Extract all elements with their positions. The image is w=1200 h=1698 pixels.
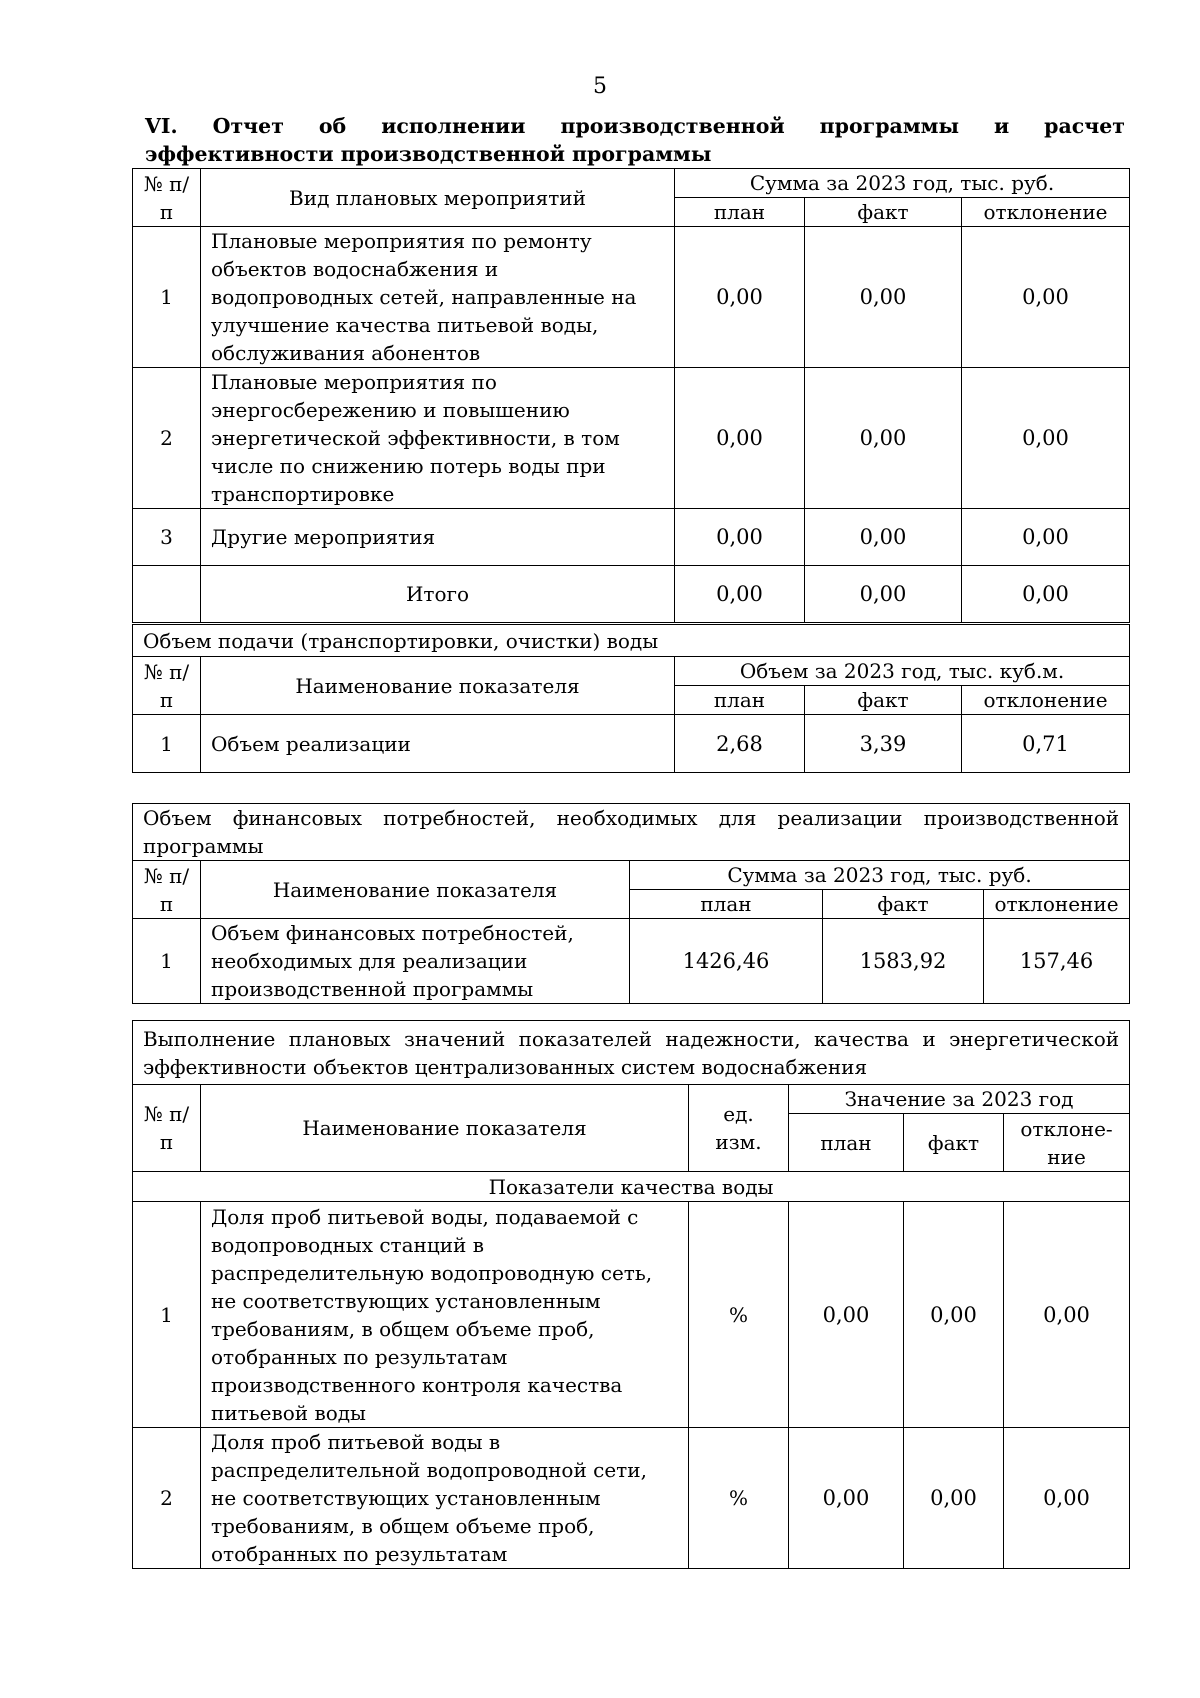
col-name-header: Наименование показателя — [201, 657, 675, 715]
planned-activities-table — [132, 168, 1130, 623]
financial-needs-caption — [133, 804, 1130, 861]
col-fact-header: факт — [805, 198, 962, 227]
row-dev: 157,46 — [984, 919, 1130, 1004]
total-plan: 0,00 — [675, 566, 805, 623]
col-group-header: Сумма за 2023 год, тыс. руб. — [630, 861, 1130, 890]
col-group-header: Сумма за 2023 год, тыс. руб. — [675, 169, 1130, 198]
total-dev: 0,00 — [962, 566, 1130, 623]
table-row — [133, 509, 1130, 566]
col-group-header: Объем за 2023 год, тыс. куб.м. — [675, 657, 1130, 686]
row-unit: % — [689, 1428, 789, 1569]
row-dev: 0,00 — [962, 227, 1130, 368]
col-fact-header: факт — [904, 1114, 1004, 1172]
water-volume-table — [132, 624, 1130, 773]
col-plan-header: план — [675, 686, 805, 715]
total-fact: 0,00 — [805, 566, 962, 623]
row-dev: 0,00 — [962, 509, 1130, 566]
table-row — [133, 1428, 1130, 1569]
total-label: Итого — [201, 566, 675, 623]
row-plan: 0,00 — [675, 509, 805, 566]
total-no — [133, 566, 201, 623]
col-dev-header: отклонение — [962, 198, 1130, 227]
row-dev: 0,00 — [1004, 1428, 1130, 1569]
col-plan-header: план — [789, 1114, 904, 1172]
row-plan: 2,68 — [675, 715, 805, 773]
row-name: Плановые мероприятия по энергосбережению и повышению энергетической эффективности, в том числе по снижению потерь воды при транспортировке — [201, 368, 675, 509]
financial-needs-caption-text: Объем финансовых потребностей, необходимых для реализации производственной программы — [143, 806, 1120, 858]
row-unit: % — [689, 1202, 789, 1428]
col-no-header: № п/п — [133, 657, 201, 715]
row-plan: 0,00 — [789, 1202, 904, 1428]
row-fact: 0,00 — [904, 1202, 1004, 1428]
col-no-header: № п/п — [133, 1085, 201, 1172]
row-name: Доля проб питьевой воды в распределительной водопроводной сети, не соответствующих установленным требованиям, в общем объеме проб, отобранных по результатам — [201, 1428, 689, 1569]
row-fact: 3,39 — [805, 715, 962, 773]
col-name-header: Вид плановых мероприятий — [201, 169, 675, 227]
col-unit-header: ед. изм. — [689, 1085, 789, 1172]
col-dev-header: отклоне-ние — [1004, 1114, 1130, 1172]
table-row — [133, 919, 1130, 1004]
row-fact: 0,00 — [805, 509, 962, 566]
row-fact: 0,00 — [805, 227, 962, 368]
row-no: 1 — [133, 1202, 201, 1428]
row-fact: 0,00 — [904, 1428, 1004, 1569]
row-no: 2 — [133, 368, 201, 509]
col-dev-header: отклонение — [962, 686, 1130, 715]
row-fact: 0,00 — [805, 368, 962, 509]
table-row — [133, 368, 1130, 509]
col-no-header: № п/п — [133, 861, 201, 919]
reliability-indicators-table — [132, 1020, 1130, 1569]
reliability-caption — [133, 1021, 1130, 1085]
col-plan-header: план — [675, 198, 805, 227]
row-dev: 0,00 — [1004, 1202, 1130, 1428]
row-no: 3 — [133, 509, 201, 566]
col-no-header: № п/п — [133, 169, 201, 227]
total-row — [133, 566, 1130, 623]
water-volume-caption: Объем подачи (транспортировки, очистки) воды — [133, 625, 1130, 657]
table-row — [133, 715, 1130, 773]
page-number: 5 — [593, 74, 607, 99]
quality-subheader: Показатели качества воды — [133, 1172, 1130, 1202]
reliability-caption-text: Выполнение плановых значений показателей надежности, качества и энергетической эффективности объектов централизованных систем водоснабжения — [143, 1026, 1120, 1079]
row-name: Другие мероприятия — [201, 509, 675, 566]
col-fact-header: факт — [805, 686, 962, 715]
col-plan-header: план — [630, 890, 823, 919]
row-plan: 1426,46 — [630, 919, 823, 1004]
row-name: Объем реализации — [201, 715, 675, 773]
col-name-header: Наименование показателя — [201, 1085, 689, 1172]
row-plan: 0,00 — [789, 1428, 904, 1569]
row-no: 1 — [133, 227, 201, 368]
table-row — [133, 227, 1130, 368]
row-name: Плановые мероприятия по ремонту объектов водоснабжения и водопроводных сетей, направленные на улучшение качества питьевой воды, обслуживания абонентов — [201, 227, 675, 368]
col-fact-header: факт — [823, 890, 984, 919]
row-name: Объем финансовых потребностей, необходимых для реализации производственной программы — [201, 919, 630, 1004]
row-dev: 0,71 — [962, 715, 1130, 773]
col-name-header: Наименование показателя — [201, 861, 630, 919]
row-fact: 1583,92 — [823, 919, 984, 1004]
row-name: Доля проб питьевой воды, подаваемой с водопроводных станций в распределительную водопроводную сеть, не соответствующих установленным требованиям, в общем объеме проб, отобранных по результатам производственного контроля качества питьевой воды — [201, 1202, 689, 1428]
row-plan: 0,00 — [675, 227, 805, 368]
section-title: VI. Отчет об исполнении производственной программы и расчет эффективности производственной программы — [145, 114, 1125, 166]
row-no: 2 — [133, 1428, 201, 1569]
row-no: 1 — [133, 919, 201, 1004]
table-row — [133, 1202, 1130, 1428]
financial-needs-table — [132, 803, 1130, 1004]
row-dev: 0,00 — [962, 368, 1130, 509]
row-no: 1 — [133, 715, 201, 773]
col-dev-header: отклонение — [984, 890, 1130, 919]
col-group-header: Значение за 2023 год — [789, 1085, 1130, 1114]
row-plan: 0,00 — [675, 368, 805, 509]
